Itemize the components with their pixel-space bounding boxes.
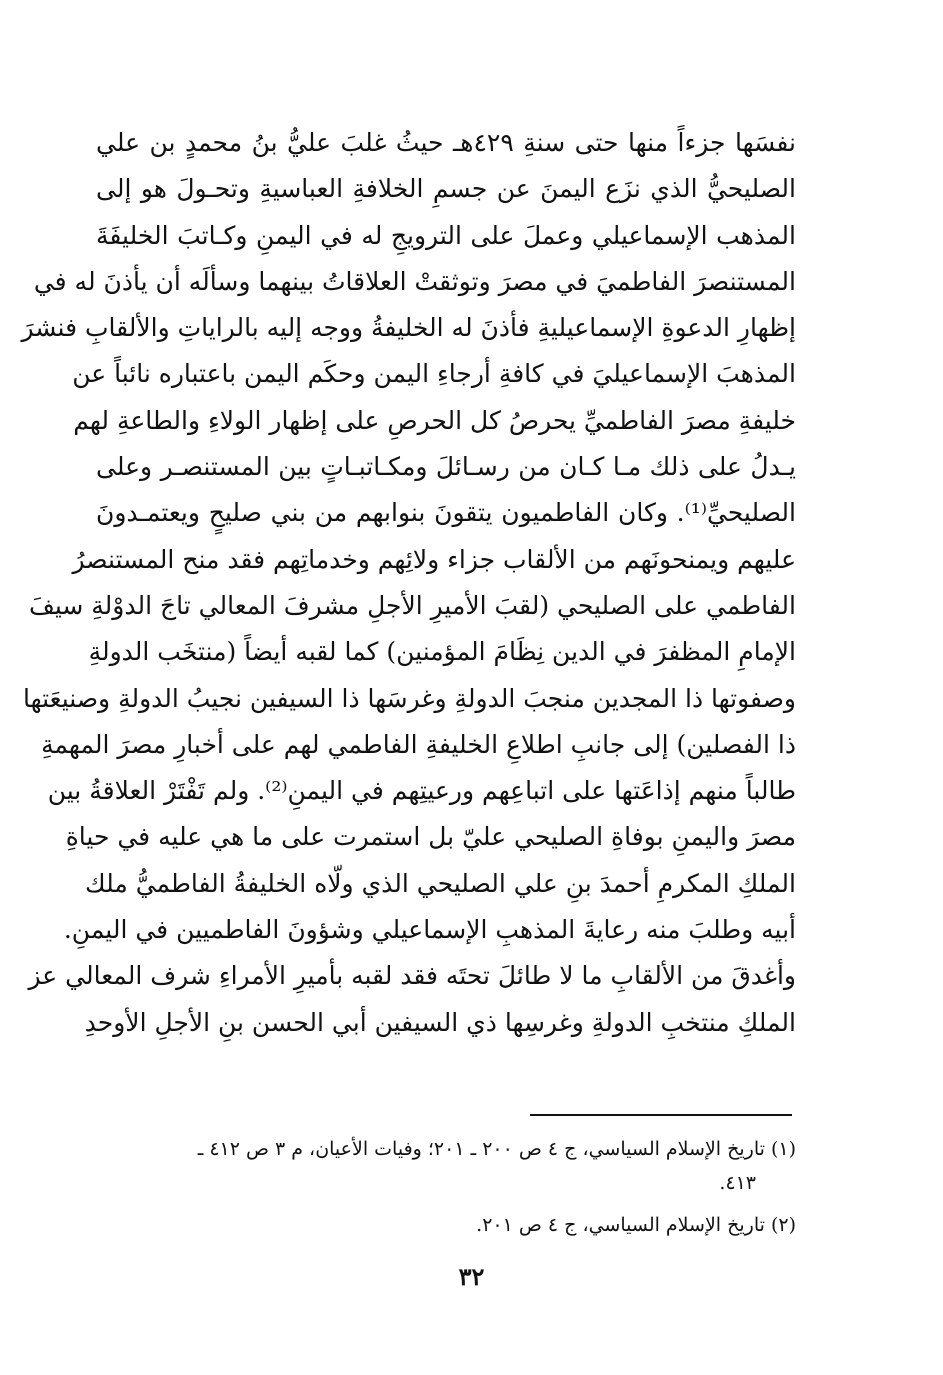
text-line: الملكِ منتخبِ الدولةِ وغرسِها ذي السيفين أبي الحسن بنِ الأجلِ الأوحدِ (84, 1007, 796, 1037)
footnote-2: (٢) تاريخ الإسلام السياسي، ج ٤ ص ٢٠١. (476, 1214, 796, 1236)
footnote-1: (١) تاريخ الإسلام السياسي، ج ٤ ص ٢٠٠ ـ ٢٠١؛ وفيات الأعيان، م ٣ ص ٤١٢ ـ (197, 1138, 796, 1160)
page-number: ٣٢ (458, 1262, 485, 1291)
text-line: ذا الفصلين) إلى جانبِ اطلاعِ الخليفةِ الفاطمي لهم على أخبارِ مصرَ المهمةِ (41, 729, 796, 759)
text-line: الصليحيِّ⁽¹⁾. وكان الفاطميون يتقونَ بنوابهم من بني صليحٍ ويعتمـدونَ (96, 498, 796, 528)
text-line: نفسَها جزءاً منها حتى سنةِ ٤٢٩هـ حيثُ غلبَ عليُّ بنُ محمدٍ بن علي (96, 128, 796, 157)
text-line: يـدلُ على ذلك مـا كـان من رسـائلَ ومكـاتبـاتٍ بين المستنصـر وعلى (96, 452, 796, 482)
text-line: وصفوتها ذا المجدين منجبَ الدولةِ وغرسَها ذا السيفين نجيبُ الدولةِ وصنيعَتها (22, 683, 796, 713)
footnotes-block (96, 1132, 796, 1242)
footnote-divider (530, 1114, 792, 1116)
text-line: الملكِ المكرمِ أحمدَ بنِ علي الصليحي الذي ولّاه الخليفةُ الفاطميُّ ملك (85, 868, 796, 898)
text-line: الفاطمي على الصليحي (لقبَ الأميرِ الأجلِ مشرفَ المعالي تاجَ الدوْلةِ سيفَ (28, 590, 796, 620)
text-line: مصرَ واليمنِ بوفاةِ الصليحي عليّ بل استمرت على ما هي عليه في حياةِ (65, 822, 796, 852)
text-line: طالباً منهم إذاعَتها على اتباعِهم ورعيتِهم في اليمنِ⁽²⁾. ولم تَفْتَرْ العلاقةُ بين (47, 776, 796, 806)
main-text-block (21, 120, 796, 1046)
text-line: الإمامِ المظفرَ في الدين نِظَامَ المؤمنين) كما لقبه أيضاً (منتخَب الدولةِ (88, 637, 796, 667)
text-line: خليفةِ مصرَ الفاطميِّ يحرصُ كل الحرصِ على إظهار الولاءِ والطاعةِ لهم (73, 405, 796, 435)
footnote-1-continuation: ٤١٣. (719, 1172, 756, 1194)
text-line: الصليحيُّ الذي نزَع اليمنَ عن جسمِ الخلافةِ العباسيةِ وتحـولَ هو إلى (96, 174, 796, 204)
text-line: أبيه وطلبَ منه رعايةَ المذهبِ الإسماعيلي وشؤونَ الفاطميين في اليمنِ. (63, 915, 796, 945)
text-line: عليهم ويمنحونَهم من الألقاب جزاء ولائِهم وخدماتِهم فقد منح المستنصرُ (72, 544, 796, 574)
text-line: المذهب الإسماعيلي وعملَ على الترويجِ له في اليمنِ وكـاتبَ الخليفَةَ (96, 220, 796, 250)
text-line: المذهبَ الإسماعيليَ في كافةِ أرجاءِ اليمن وحكَم اليمن باعتباره نائباً عن (72, 359, 796, 389)
text-line: وأغدقَ من الألقابِ ما لا طائلَ تحتَه فقد لقبه بأميرِ الأمراءِ شرف المعالي عز (28, 961, 796, 991)
text-line: المستنصرَ الفاطميَ في مصرَ وتوثقتْ العلاقاتُ بينهما وسألَه أن يأذنَ له في (33, 266, 796, 296)
text-line: إظهارِ الدعوةِ الإسماعيليةِ فأذنَ له الخليفةُ ووجه إليه بالراياتِ والألقابِ فنشرَ (21, 313, 796, 343)
